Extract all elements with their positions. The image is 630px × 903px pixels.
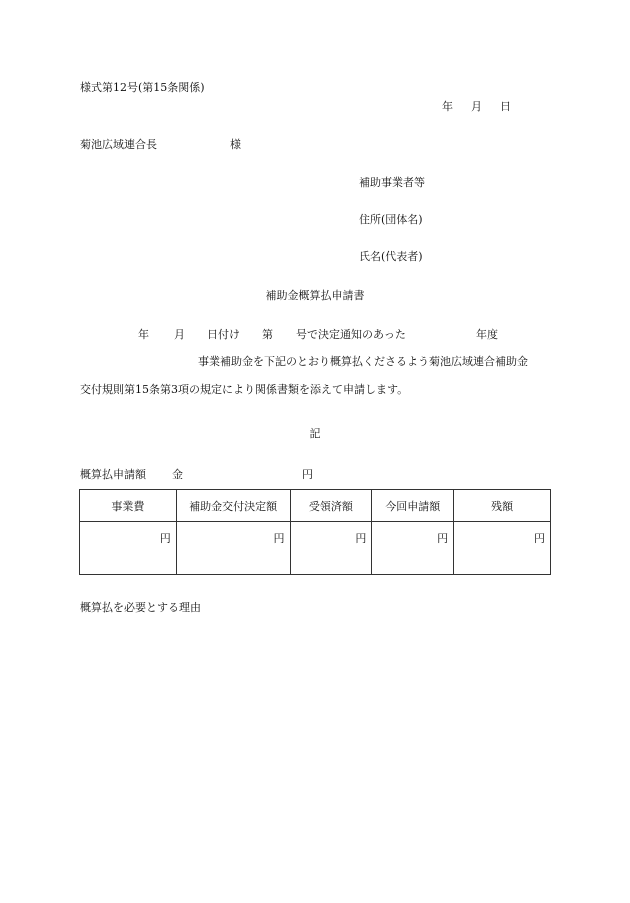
- form-number: 様式第12号(第15条関係): [80, 81, 205, 94]
- applicant-block: [359, 177, 425, 288]
- ki-heading: 記: [309, 427, 321, 440]
- applicant-label: 補助事業者等: [359, 176, 425, 189]
- date-year: 年: [442, 100, 453, 113]
- reason-label: 概算払を必要とする理由: [80, 601, 201, 614]
- header-grant-decision: 補助金交付決定額: [176, 490, 290, 522]
- amount-yen: 円: [302, 468, 313, 481]
- header-received: 受領済額: [290, 490, 372, 522]
- document-title: 補助金概算払申請書: [265, 289, 365, 302]
- body-go-notice: 号で決定通知のあった: [296, 328, 406, 341]
- body-day-dated: 日付け: [207, 328, 240, 341]
- detail-table: [79, 489, 551, 575]
- amount-label: 概算払申請額: [80, 468, 146, 481]
- body-year: 年: [138, 328, 149, 341]
- addressee: [80, 138, 241, 151]
- header-current-request: 今回申請額: [372, 490, 454, 522]
- body-line-2: 事業補助金を下記のとおり概算払くださるよう菊池広域連合補助金: [198, 355, 528, 368]
- date-day: 日: [500, 100, 511, 113]
- cell-current-request: 円: [372, 522, 454, 575]
- date-month: 月: [471, 100, 482, 113]
- addressee-name: 菊池広域連合長: [80, 138, 157, 151]
- body-dai: 第: [262, 328, 273, 341]
- body-month: 月: [174, 328, 185, 341]
- table-header-row: [80, 490, 551, 522]
- amount-kin: 金: [172, 468, 183, 481]
- header-balance: 残額: [454, 490, 551, 522]
- applicant-address-label: 住所(団体名): [359, 213, 423, 226]
- cell-received: 円: [290, 522, 372, 575]
- body-fiscal-year: 年度: [476, 328, 498, 341]
- cell-grant-decision: 円: [176, 522, 290, 575]
- table-row: [80, 522, 551, 575]
- header-project-cost: 事業費: [80, 490, 177, 522]
- applicant-name-label: 氏名(代表者): [359, 250, 423, 263]
- cell-balance: 円: [454, 522, 551, 575]
- cell-project-cost: 円: [80, 522, 177, 575]
- date-line: [442, 101, 511, 112]
- body-line-3: 交付規則第15条第3項の規定により関係書類を添えて申請します。: [80, 383, 409, 396]
- addressee-honorific: 様: [230, 138, 241, 151]
